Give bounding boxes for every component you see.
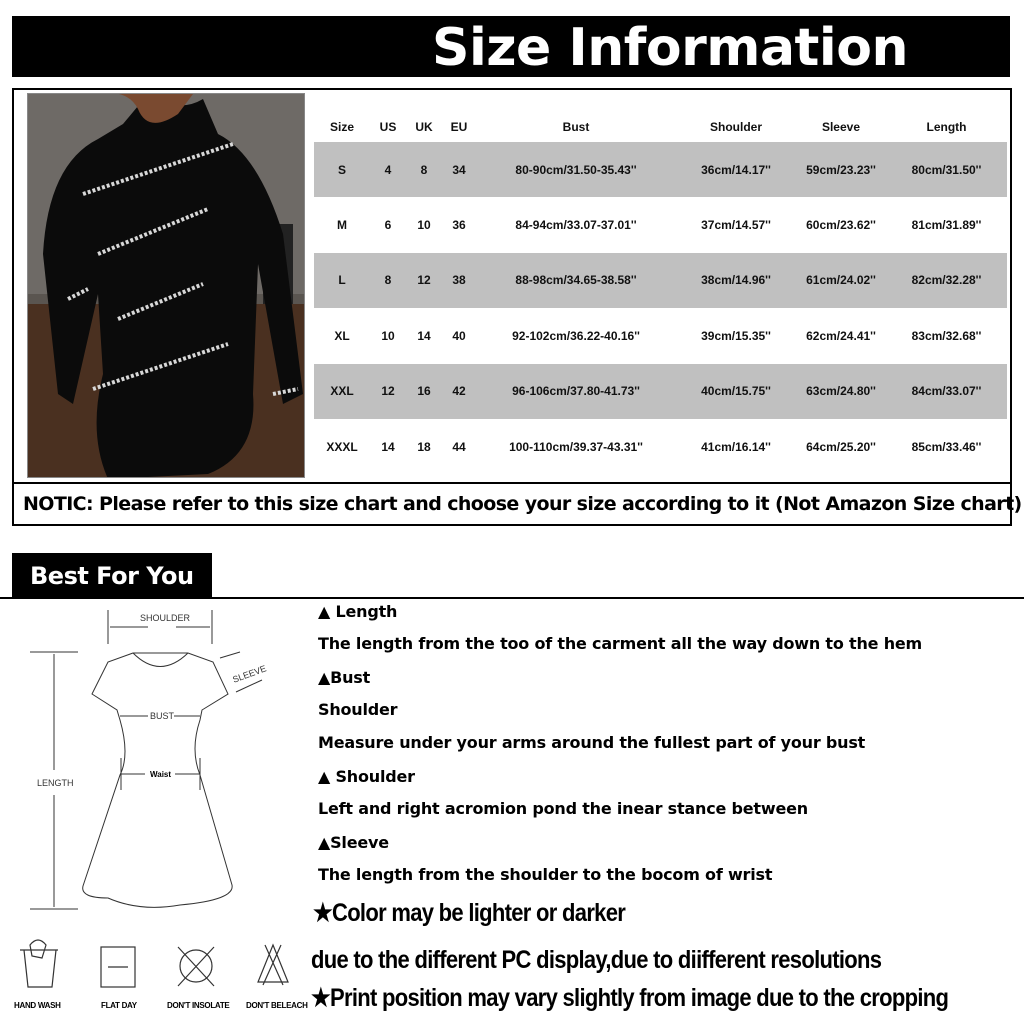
table-cell: XL: [334, 328, 350, 343]
care-label: DON'T BELEACH: [246, 1001, 308, 1010]
hand-wash-icon: [20, 940, 58, 987]
size-chart-box: [12, 88, 1022, 526]
table-cell: 84-94cm/33.07-37.01'': [515, 218, 637, 233]
table-row: [314, 364, 1007, 419]
table-cell: 80cm/31.50'': [911, 162, 982, 177]
table-cell: 42: [452, 384, 466, 399]
instruction-text: The length from the too of the carment all the way down to the hem: [318, 634, 923, 653]
care-label: FLAT DAY: [101, 1001, 137, 1010]
table-header-row: [314, 112, 1007, 142]
table-row: [314, 308, 1007, 363]
do-not-bleach-icon: [258, 945, 288, 985]
measurement-diagram: [0, 600, 310, 1024]
note-text: ★Color may be lighter or darker: [313, 899, 626, 927]
table-cell: 12: [417, 273, 431, 288]
table-cell: 6: [384, 218, 392, 233]
column-header: Bust: [562, 120, 590, 134]
table-cell: 10: [417, 218, 431, 233]
column-header: Shoulder: [709, 120, 762, 134]
shoulder-label: SHOULDER: [140, 613, 191, 623]
table-cell: 85cm/33.46'': [911, 439, 982, 454]
table-cell: 38cm/14.96'': [701, 273, 771, 288]
table-cell: 44: [452, 439, 466, 454]
table-cell: 84cm/33.07'': [911, 384, 982, 399]
waist-label: Waist: [150, 770, 172, 779]
divider: [0, 597, 1024, 599]
instruction-heading: ▲ Shoulder: [318, 767, 415, 786]
table-cell: 60cm/23.62'': [806, 218, 876, 233]
table-cell: XXL: [330, 384, 354, 399]
size-table: [314, 112, 1007, 474]
title-banner: [12, 16, 1010, 77]
bust-label: BUST: [150, 711, 175, 721]
column-header: UK: [415, 120, 433, 134]
table-cell: 96-106cm/37.80-41.73'': [512, 384, 640, 399]
table-cell: 8: [420, 162, 428, 177]
table-cell: 80-90cm/31.50-35.43'': [515, 162, 637, 177]
table-cell: 4: [384, 162, 392, 177]
table-cell: 38: [452, 273, 466, 288]
do-not-sun-dry-icon: [178, 947, 214, 986]
column-header: Size: [329, 120, 354, 134]
table-cell: 88-98cm/34.65-38.58'': [515, 273, 637, 288]
table-cell: XXXL: [326, 439, 358, 454]
table-cell: 8: [384, 273, 392, 288]
note-text: due to the different PC display,due to diifferent resolutions: [311, 946, 882, 974]
length-label: LENGTH: [37, 778, 74, 788]
instruction-text: Measure under your arms around the fullest part of your bust: [318, 733, 866, 752]
table-cell: S: [337, 162, 346, 177]
flat-dry-icon: [101, 947, 135, 987]
table-cell: 37cm/14.57'': [701, 218, 771, 233]
table-row: [314, 197, 1007, 252]
table-cell: 39cm/15.35'': [701, 328, 771, 343]
table-cell: 82cm/32.28'': [911, 273, 982, 288]
table-cell: 14: [417, 328, 431, 343]
table-cell: 83cm/32.68'': [911, 328, 982, 343]
table-cell: 36cm/14.17'': [701, 162, 771, 177]
instruction-heading: ▲ Length: [318, 602, 398, 621]
instruction-heading: ▲Sleeve: [318, 833, 389, 852]
table-cell: 10: [381, 328, 395, 343]
table-cell: 61cm/24.02'': [806, 273, 876, 288]
table-cell: 40: [452, 328, 466, 343]
care-label: HAND WASH: [14, 1001, 61, 1010]
table-cell: 41cm/16.14'': [701, 439, 771, 454]
table-cell: 62cm/24.41'': [806, 328, 876, 343]
table-cell: 18: [417, 439, 431, 454]
page-title: Size Information: [432, 18, 908, 78]
table-cell: M: [337, 218, 347, 233]
table-cell: 36: [452, 218, 466, 233]
table-cell: 81cm/31.89'': [911, 218, 982, 233]
table-cell: 92-102cm/36.22-40.16'': [512, 328, 640, 343]
table-row: [314, 142, 1007, 197]
column-header: Length: [926, 120, 967, 134]
column-header: EU: [450, 120, 468, 134]
table-cell: 12: [381, 384, 395, 399]
table-cell: 34: [452, 162, 466, 177]
table-cell: 40cm/15.75'': [701, 384, 771, 399]
instruction-heading: ▲Bust: [318, 668, 371, 687]
care-label: DON'T INSOLATE: [167, 1001, 230, 1010]
product-photo: [27, 93, 305, 478]
table-cell: L: [338, 273, 346, 288]
instruction-text: The length from the shoulder to the bocom of wrist: [318, 865, 773, 884]
table-cell: 64cm/25.20'': [806, 439, 876, 454]
table-cell: 59cm/23.23'': [806, 162, 876, 177]
sleeve-label: SLEEVE: [231, 663, 268, 685]
section-title: Best For You: [12, 553, 212, 598]
table-row: [314, 253, 1007, 308]
table-cell: 63cm/24.80'': [806, 384, 876, 399]
notice-text: NOTIC: Please refer to this size chart and choose your size according to it (Not Amazon Size chart): [14, 482, 1010, 524]
instruction-text: Left and right acromion pond the inear stance between: [318, 799, 808, 818]
column-header: Sleeve: [821, 120, 861, 134]
table-cell: 100-110cm/39.37-43.31'': [509, 439, 643, 454]
instruction-text: Shoulder: [318, 700, 398, 719]
table-cell: 14: [381, 439, 395, 454]
table-cell: 16: [417, 384, 431, 399]
table-row: [314, 419, 1007, 474]
column-header: US: [379, 120, 397, 134]
note-text: ★Print position may vary slightly from image due to the cropping: [311, 984, 949, 1012]
